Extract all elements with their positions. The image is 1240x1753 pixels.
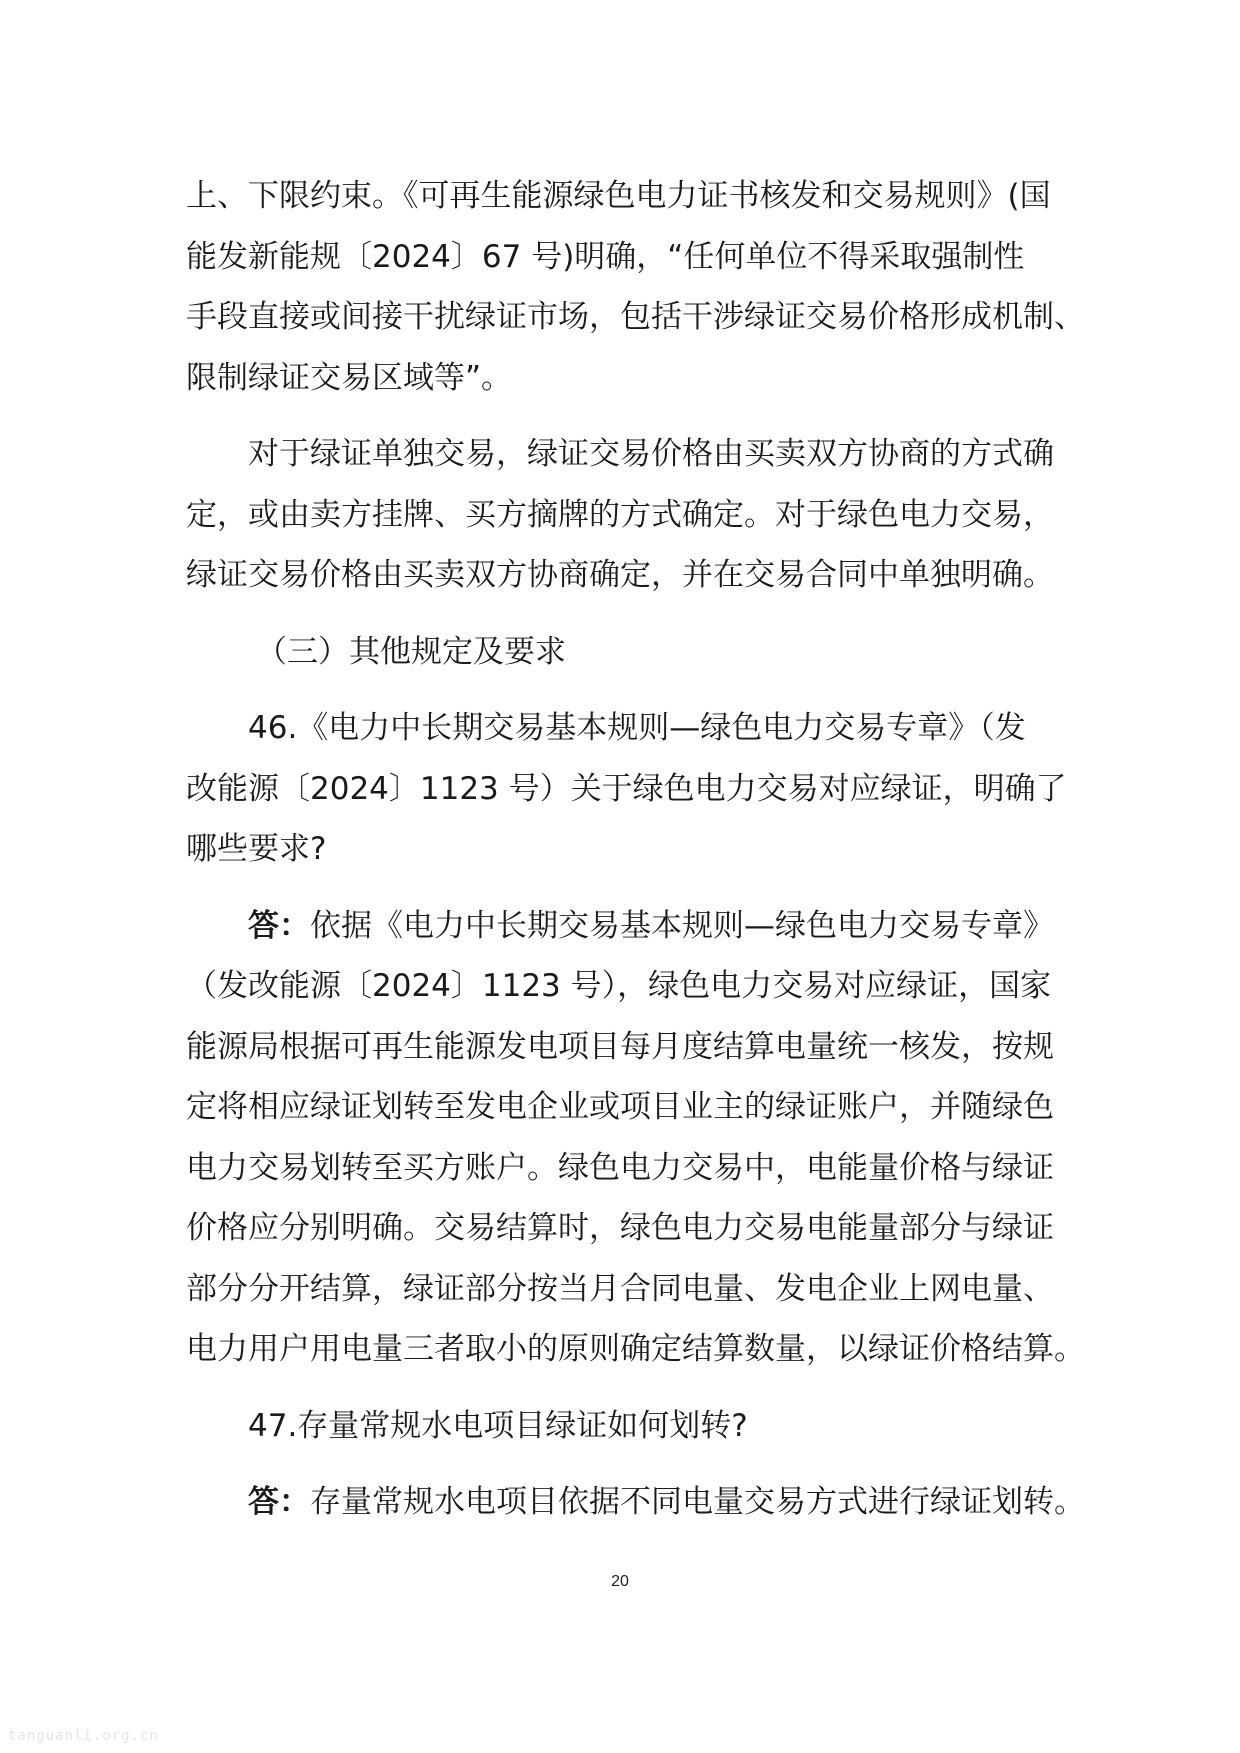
paragraph-gap [186, 1456, 1062, 1472]
answer-line: 价格应分别明确。交易结算时，绿色电力交易电能量部分与绿证 [186, 1210, 1054, 1246]
text-line: 能发新能规〔2024〕67 号)明确，“任何单位不得采取强制性 [186, 238, 1025, 275]
answer-line: 能源局根据可再生能源发电项目每月度结算电量统一核发，按规 [186, 1028, 1054, 1065]
paragraph-gap [186, 606, 1062, 622]
answer-line: （发改能源〔2024〕1123 号），绿色电力交易对应绿证，国家 [186, 968, 1052, 1004]
answer-text: 依据《电力中长期交易基本规则—绿色电力交易专章》 [310, 907, 1054, 944]
watermark-text: tanguanli.org.cn [8, 1728, 159, 1744]
question-line: 47.存量常规水电项目绿证如何划转? [248, 1407, 748, 1444]
paragraph-gap [186, 1380, 1062, 1396]
paragraph-gap [186, 880, 1062, 896]
text-line: 上、下限约束。《可再生能源绿色电力证书核发和交易规则》(国 [186, 178, 1051, 214]
answer-text: 存量常规水电项目依据不同电量交易方式进行绿证划转。 [310, 1484, 1085, 1520]
section-heading: （三）其他规定及要求 [256, 633, 566, 670]
question-line: 改能源〔2024〕1123 号）关于绿色电力交易对应绿证，明确了 [186, 770, 1067, 807]
text-line: 限制绿证交易区域等”。 [186, 359, 513, 396]
paragraph-gap [186, 408, 1062, 424]
answer-line: 电力用户用电量三者取小的原则确定结算数量，以绿证价格结算。 [186, 1331, 1085, 1367]
answer-first-line [186, 1472, 1085, 1533]
answer-label: 答： [248, 1484, 310, 1520]
answer-line: 定将相应绿证划转至发电企业或项目业主的绿证账户，并随绿色 [186, 1089, 1054, 1125]
paragraph-gap [186, 682, 1062, 698]
document-body [186, 166, 1085, 1533]
text-line: 定，或由卖方挂牌、买方摘牌的方式确定。对于绿色电力交易， [186, 496, 1054, 533]
question-line: 哪些要求? [186, 831, 327, 867]
page-number: 20 [611, 1573, 629, 1590]
text-line: 对于绿证单独交易，绿证交易价格由买卖双方协商的方式确 [248, 436, 1054, 472]
question-line: 46.《电力中长期交易基本规则—绿色电力交易专章》（发 [248, 710, 1026, 746]
answer-line: 电力交易划转至买方账户。绿色电力交易中，电能量价格与绿证 [186, 1149, 1054, 1186]
text-line: 绿证交易价格由买卖双方协商确定，并在交易合同中单独明确。 [186, 557, 1054, 593]
answer-line: 部分分开结算，绿证部分按当月合同电量、发电企业上网电量、 [186, 1270, 1054, 1307]
answer-label: 答： [248, 907, 310, 944]
text-line: 手段直接或间接干扰绿证市场，包括干涉绿证交易价格形成机制、 [186, 299, 1085, 335]
answer-first-line [186, 896, 1062, 957]
